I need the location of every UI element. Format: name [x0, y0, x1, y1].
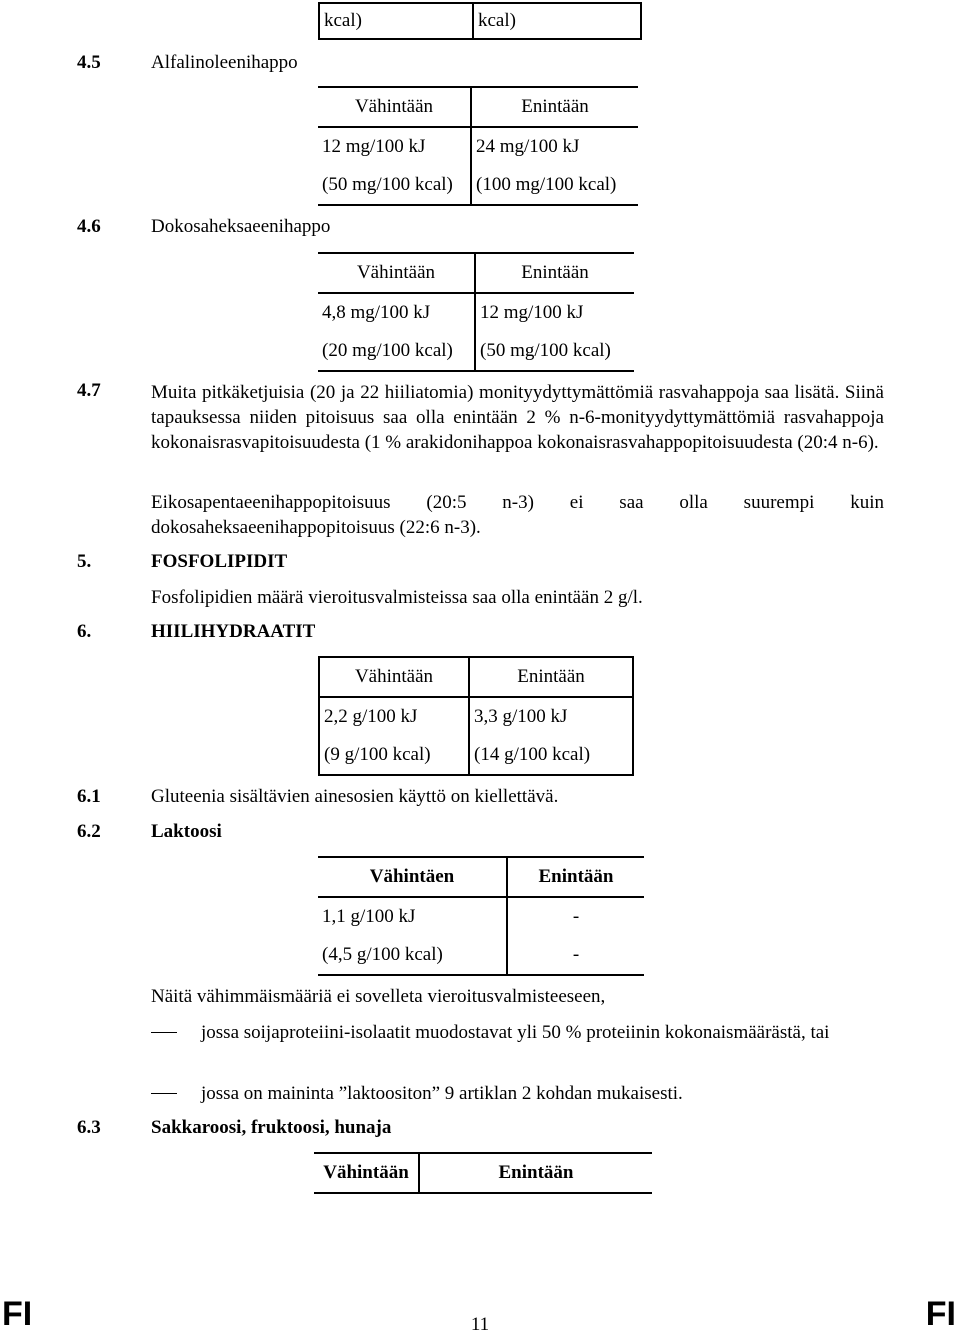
footer-language-right: FI [925, 1295, 956, 1333]
section-paragraph: Näitä vähimmäismääriä ei sovelleta vieroitusvalmisteeseen, [151, 986, 606, 1007]
table-header: Enintään [471, 87, 638, 127]
section-heading: HIILIHYDRAATIT [151, 621, 316, 642]
table-cell: 24 mg/100 kJ [476, 136, 580, 157]
table-cell: (50 mg/100 kcal) [318, 166, 471, 205]
section-heading: Alfalinoleenihappo [151, 52, 298, 73]
dash-icon [151, 1032, 177, 1033]
table-cell: (4,5 g/100 kcal) [318, 936, 507, 975]
table-cell: - [572, 944, 580, 965]
footer-language-left: FI [2, 1295, 33, 1333]
table-header: Enintään [507, 857, 644, 897]
page-number: 11 [470, 1314, 490, 1335]
table-cell: kcal) [319, 3, 473, 39]
dash-icon [151, 1093, 177, 1094]
section-heading: FOSFOLIPIDIT [151, 551, 288, 572]
list-item [151, 1020, 911, 1070]
table-cell: (20 mg/100 kcal) [318, 332, 475, 371]
table-header: Enintään [469, 657, 633, 697]
table-cell: (50 mg/100 kcal) [480, 340, 611, 361]
table-cell: 12 mg/100 kJ [480, 302, 584, 323]
section-number: 6.3 [77, 1117, 101, 1138]
section-paragraph: Gluteenia sisältävien ainesosien käyttö on kiellettävä. [151, 786, 559, 807]
table-header: Vähintäen [318, 857, 507, 897]
section-paragraph: Fosfolipidien määrä vieroitusvalmisteissa saa olla enintään 2 g/l. [151, 587, 643, 608]
sakkaroosi-table [314, 1152, 652, 1194]
list-item-text: jossa on maininta ”laktoositon” 9 artiklan 2 kohdan mukaisesti. [201, 1083, 683, 1104]
table-header: Vähintään [319, 657, 469, 697]
list-item-text: jossa soijaproteiini-isolaatit muodostavat yli 50 % proteiinin kokonaismäärästä, tai [201, 1022, 830, 1043]
table-cell: 4,8 mg/100 kJ [318, 293, 475, 332]
table-cell: - [572, 906, 580, 927]
section-number: 4.5 [77, 52, 101, 73]
table-cell: (9 g/100 kcal) [319, 736, 469, 775]
section-number: 6.2 [77, 821, 101, 842]
section-number: 4.7 [77, 380, 101, 401]
table-header: Vähintään [314, 1153, 419, 1193]
laktoosi-table [318, 856, 644, 976]
table-cell: 12 mg/100 kJ [318, 127, 471, 166]
top-fragment-table [318, 2, 642, 40]
section-number: 6.1 [77, 786, 101, 807]
table-header: Vähintään [318, 253, 475, 293]
table-header: Enintään [498, 1162, 574, 1183]
section-heading: Sakkaroosi, fruktoosi, hunaja [151, 1117, 392, 1138]
table-cell: kcal) [478, 10, 516, 31]
alfalinoleenihappo-table [318, 86, 638, 206]
table-cell: 2,2 g/100 kJ [319, 697, 469, 736]
table-header: Enintään [475, 253, 634, 293]
section-paragraph: Eikosapentaeenihappopitoisuus (20:5 n-3) ei saa olla suurempi kuin dokosaheksaeenihappopitoisuus (22:6 n-3). [151, 492, 884, 538]
dokosaheksaeenihappo-table [318, 252, 634, 372]
section-number: 6. [77, 621, 92, 642]
table-cell: 1,1 g/100 kJ [318, 897, 507, 936]
table-header: Vähintään [318, 87, 471, 127]
table-cell: (100 mg/100 kcal) [476, 174, 617, 195]
section-number: 4.6 [77, 216, 101, 237]
section-number: 5. [77, 551, 92, 572]
hiilihydraatit-table [318, 656, 634, 776]
table-cell: 3,3 g/100 kJ [474, 706, 568, 727]
table-cell: (14 g/100 kcal) [474, 744, 591, 765]
list-item [151, 1081, 911, 1107]
section-heading: Laktoosi [151, 821, 222, 842]
section-heading: Dokosaheksaeenihappo [151, 216, 331, 237]
section-paragraph: Muita pitkäketjuisia (20 ja 22 hiiliatomia) monityydyttymättömiä rasvahappoja saa lisätä. Siinä tapauksessa niiden pitoisuus saa olla enintään 2 % n-6-monityydyttymättömiä rasvahappoja kokonaisrasvapitoisuudesta (1 % arakidonihappoa kokonaisrasvahappopitoisuudesta (20:4 n-6). [151, 382, 884, 453]
